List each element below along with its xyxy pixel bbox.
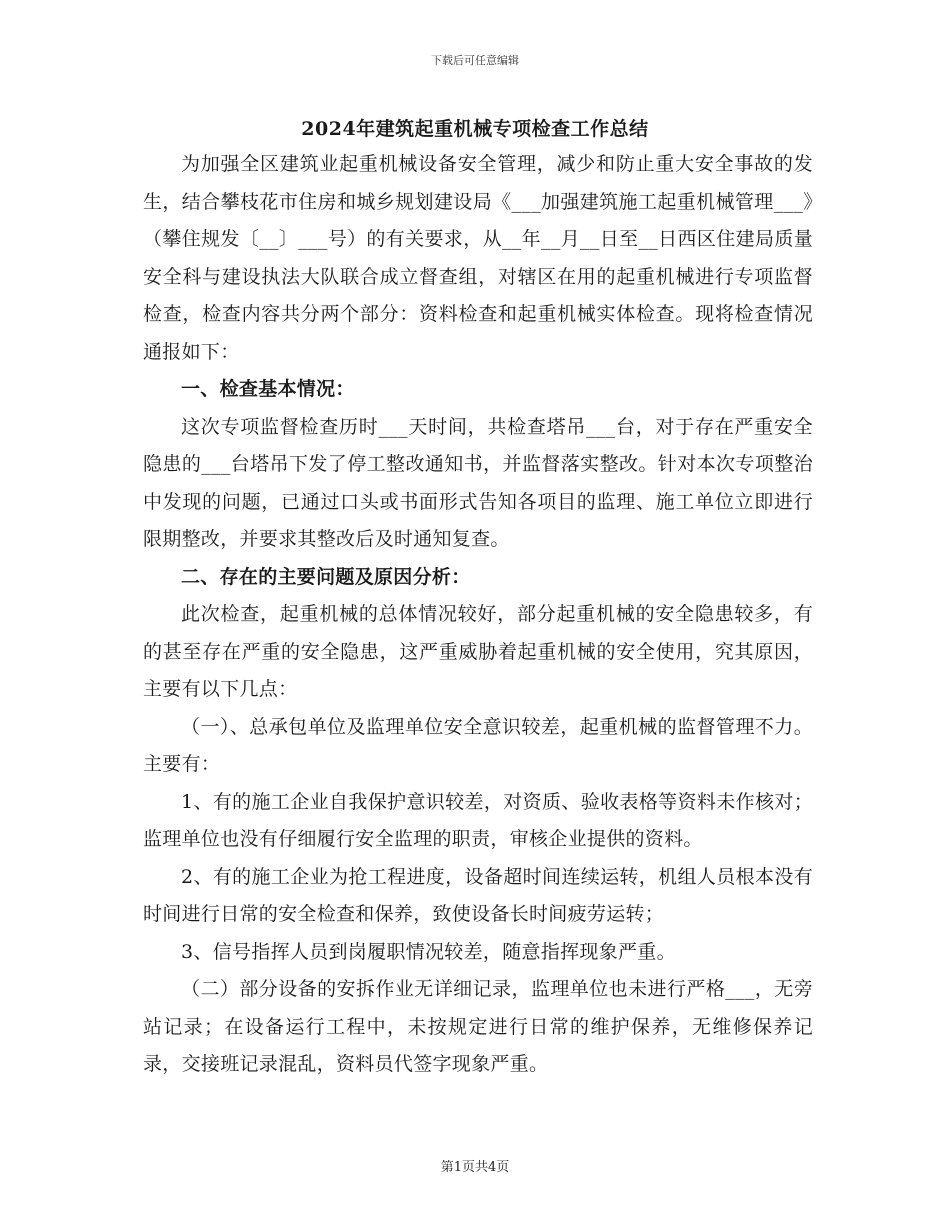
document-title: 2024年建筑起重机械专项检查工作总结	[301, 118, 649, 140]
list-item-3: 3、信号指挥人员到岗履职情况较差，随意指挥现象严重。	[181, 940, 676, 963]
list-item-2: 2、有的施工企业为抢工程进度，设备超时间连续运转，机组人员根本没有时间进行日常的安全检查和保养，致使设备长时间疲劳运转；	[143, 865, 813, 925]
paragraph-analysis: 此次检查，起重机械的总体情况较好，部分起重机械的安全隐患较多，有的甚至存在严重的安全隐患，这严重威胁着起重机械的安全使用，究其原因，主要有以下几点：	[143, 603, 813, 700]
section-heading-1: 一、检查基本情况：	[181, 378, 355, 400]
document-body	[143, 146, 813, 1084]
header-note: 下载后可任意编辑	[431, 54, 519, 67]
paragraph-basic-situation: 这次专项监督检查历时___天时间，共检查塔吊___台，对于存在严重安全隐患的___台塔吊下发了停工整改通知书，并监督落实整改。针对本次专项整治中发现的问题，已通过口头或书面形式告知各项目的监理、施工单位立即进行限期整改，并要求其整改后及时通知复查。	[143, 415, 813, 550]
subsection-1: （一）、总承包单位及监理单位安全意识较差，起重机械的监督管理不力。主要有：	[143, 715, 813, 775]
page-number: 第1页共4页	[440, 1160, 510, 1175]
section-heading-2: 二、存在的主要问题及原因分析：	[181, 565, 471, 588]
paragraph-intro: 为加强全区建筑业起重机械设备安全管理，减少和防止重大安全事故的发生，结合攀枝花市住房和城乡规划建设局《___加强建筑施工起重机械管理___》（攀住规发〔__〕___号）的有关要求，从__年__月__日至__日西区住建局质量安全科与建设执法大队联合成立督查组，对辖区在用的起重机械进行专项监督检查，检查内容共分两个部分：资料检查和起重机械实体检查。现将检查情况通报如下：	[143, 153, 813, 363]
subsection-2: （二）部分设备的安拆作业无详细记录，监理单位也未进行严格___，无旁站记录；在设备运行工程中，未按规定进行日常的维护保养，无维修保养记录，交接班记录混乱，资料员代签字现象严重。	[143, 978, 813, 1075]
list-item-1: 1、有的施工企业自我保护意识较差，对资质、验收表格等资料未作核对；监理单位也没有仔细履行安全监理的职责，审核企业提供的资料。	[143, 790, 813, 850]
